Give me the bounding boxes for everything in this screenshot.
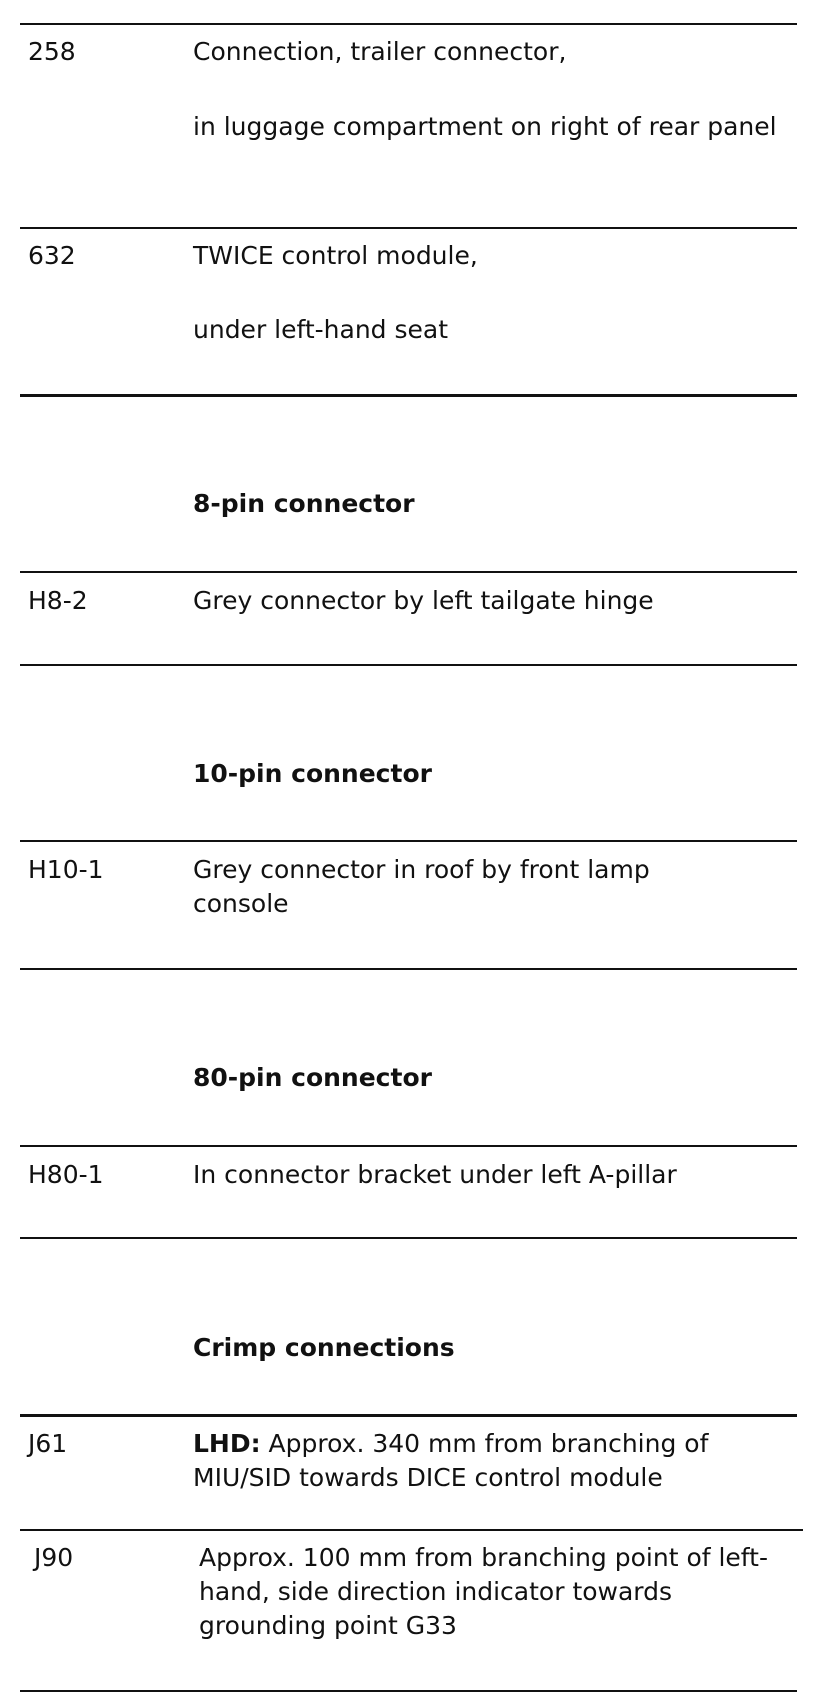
row-divider — [20, 571, 797, 573]
row-description: Approx. 100 mm from branching point of left-hand, side direction indicator towards grounding point G33 — [199, 1543, 768, 1640]
section-heading-10-pin: 10-pin connector — [193, 759, 432, 788]
row-divider — [20, 840, 797, 842]
row-description: In connector bracket under left A-pillar — [193, 1160, 677, 1189]
row-divider — [20, 1145, 797, 1147]
row-divider — [20, 968, 797, 970]
row-description: under left-hand seat — [193, 315, 449, 344]
section-heading-8-pin: 8-pin connector — [193, 489, 415, 518]
section-heading-crimp: Crimp connections — [193, 1333, 455, 1362]
row-description: Grey connector by left tailgate hinge — [193, 586, 654, 615]
row-code: J90 — [34, 1543, 74, 1572]
row-description: Grey connector in roof by front lamp console — [193, 855, 650, 918]
row-code: 258 — [28, 37, 76, 66]
row-code: H8-2 — [28, 586, 88, 615]
row-description — [193, 1427, 793, 1495]
row-description: in luggage compartment on right of rear panel — [193, 112, 777, 141]
row-divider — [20, 227, 797, 229]
row-divider — [20, 1414, 797, 1417]
row-divider — [20, 1237, 797, 1239]
row-code: H10-1 — [28, 855, 104, 884]
row-divider — [20, 1529, 803, 1531]
row-description: Connection, trailer connector, — [193, 37, 567, 66]
row-divider — [20, 1690, 797, 1692]
lhd-label: LHD: — [193, 1429, 261, 1458]
section-heading-80-pin: 80-pin connector — [193, 1063, 432, 1092]
row-description: TWICE control module, — [193, 241, 478, 270]
section-divider — [20, 394, 797, 397]
row-divider — [20, 664, 797, 666]
row-code: H80-1 — [28, 1160, 104, 1189]
row-code: 632 — [28, 241, 76, 270]
row-code: J61 — [28, 1429, 68, 1458]
row-description-text: Approx. 340 mm from branching of MIU/SID towards DICE control module — [193, 1429, 709, 1492]
row-divider — [20, 23, 797, 25]
